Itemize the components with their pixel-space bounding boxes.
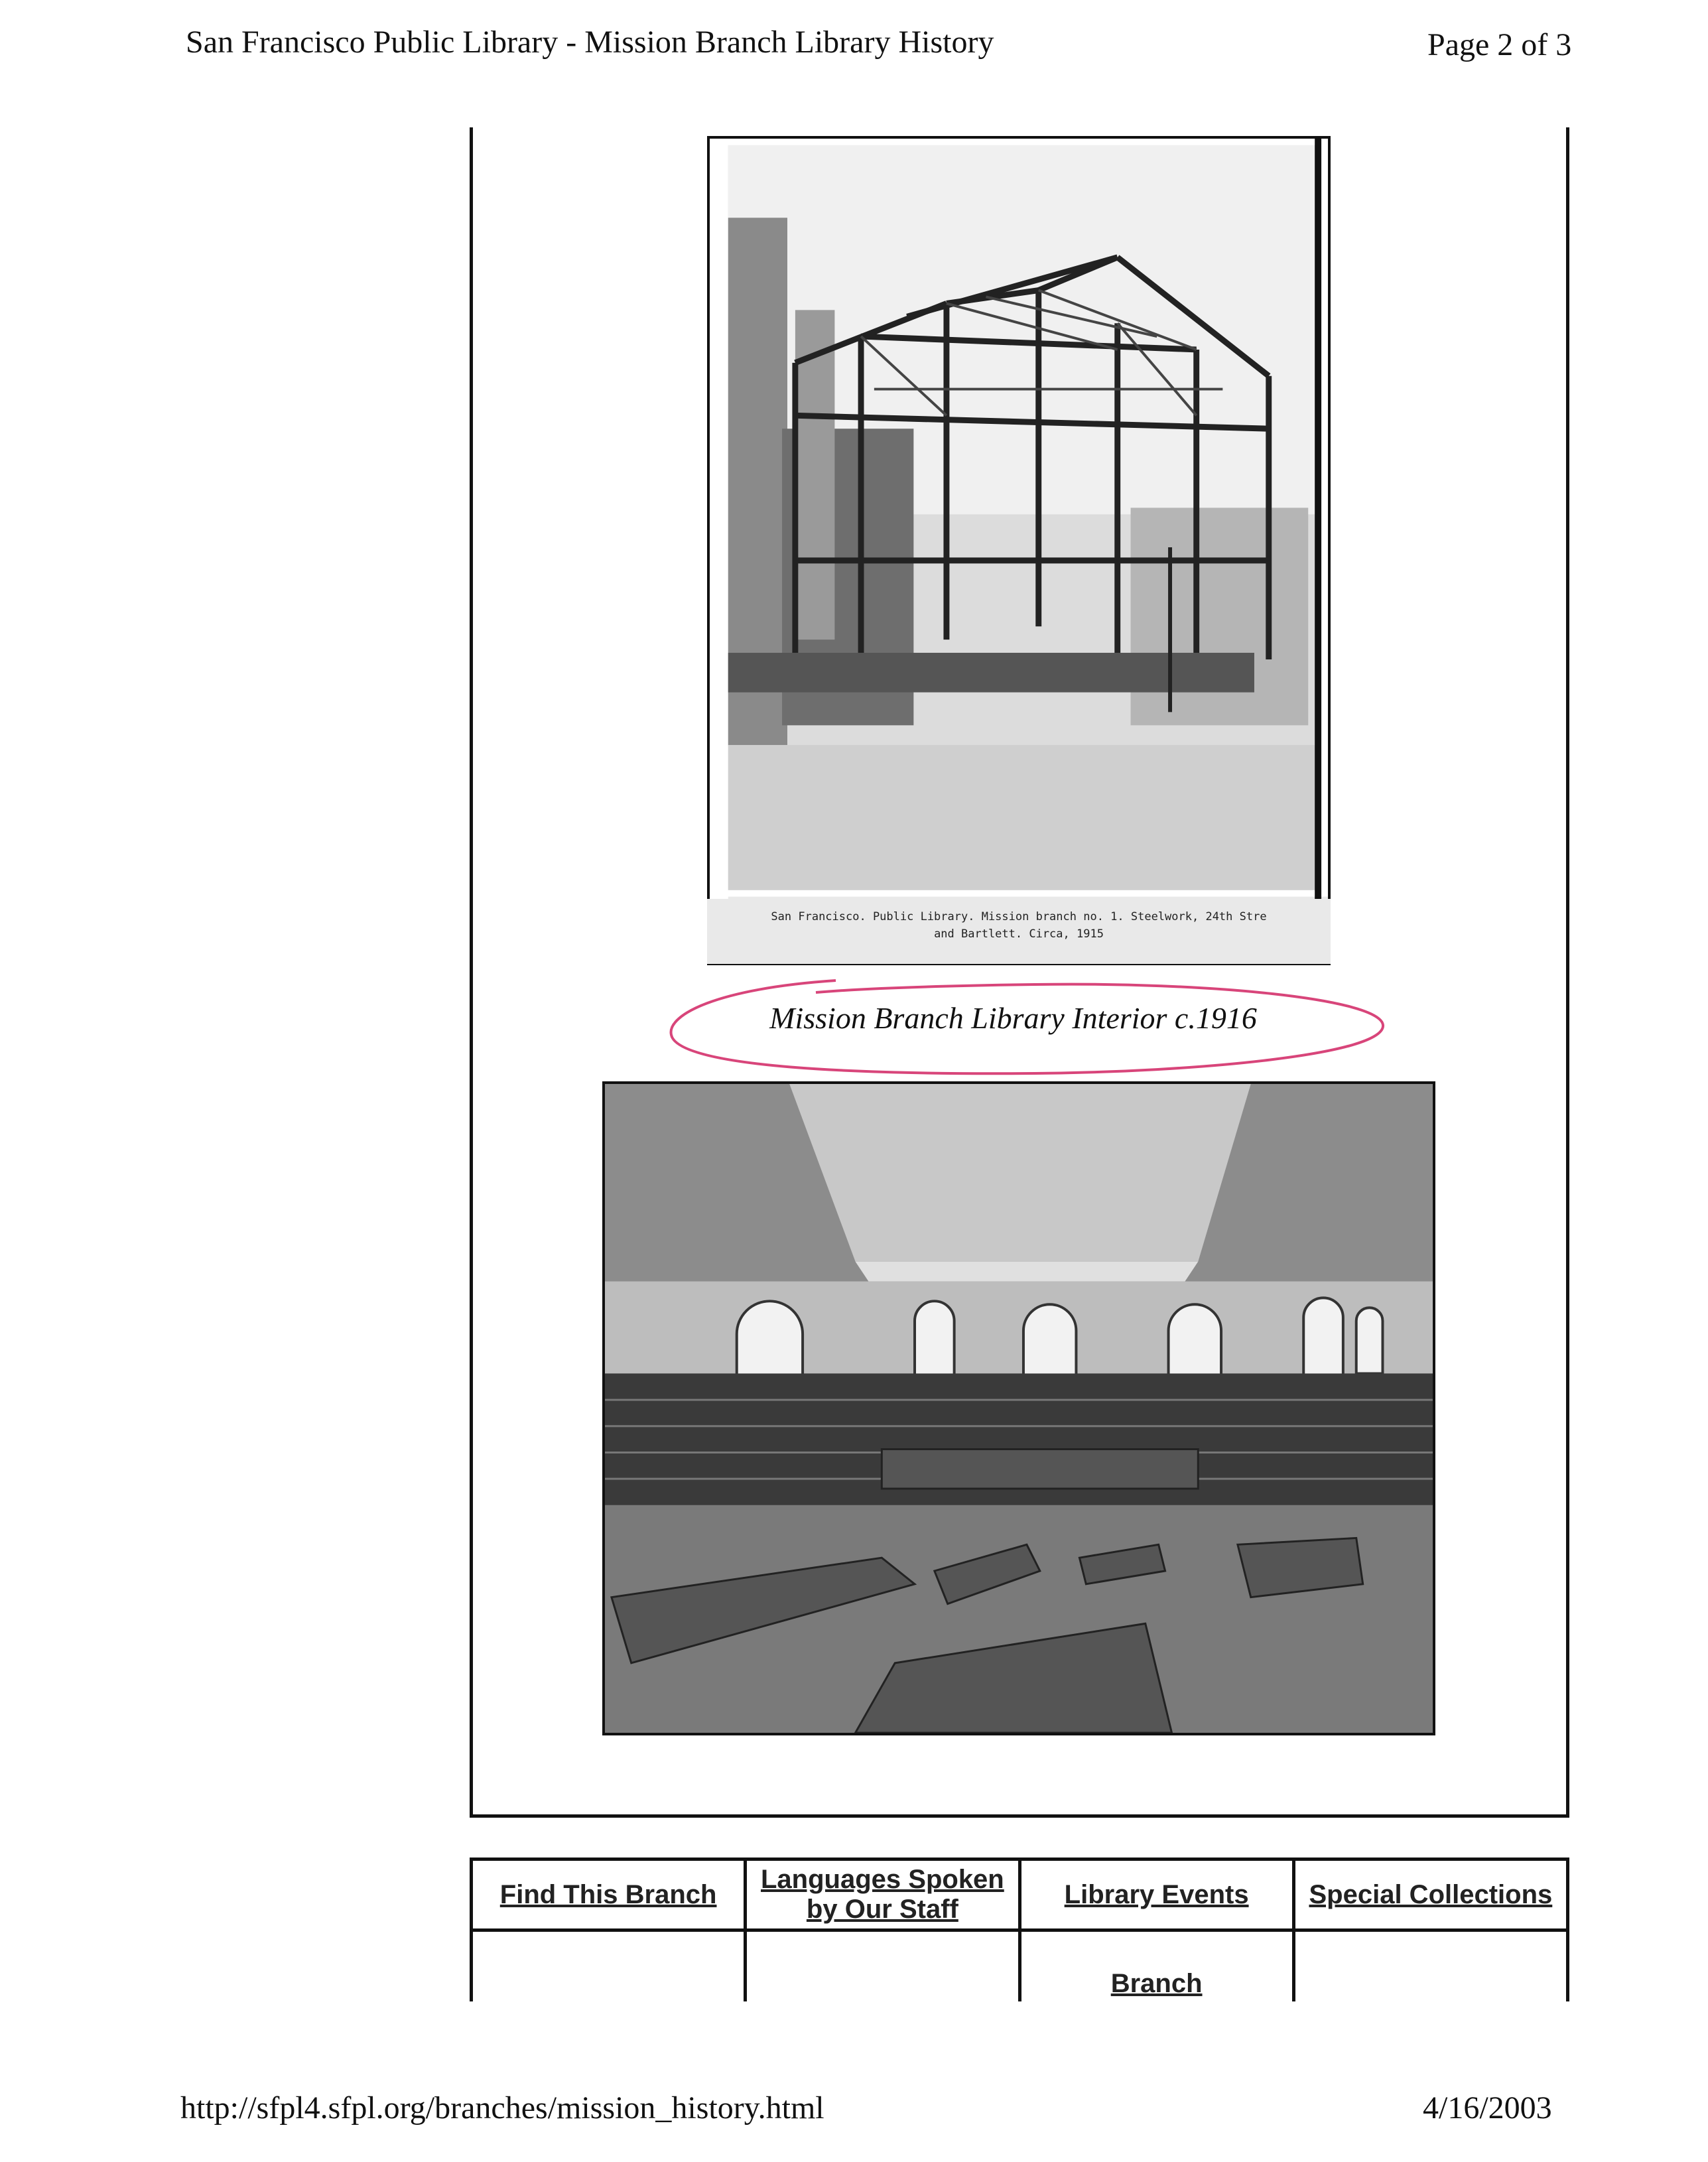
page-number: Page 2 of 3: [1427, 27, 1572, 62]
special-collections-link[interactable]: Special Collections: [1309, 1879, 1553, 1909]
nav-cell-branch: [1019, 1930, 1293, 2002]
languages-spoken-link[interactable]: Languages Spoken by Our Staff: [761, 1865, 1004, 1924]
interior-photo: [602, 1081, 1435, 1735]
branch-link[interactable]: Branch: [1110, 1969, 1203, 1998]
nav-cell-empty-2: [746, 1930, 1019, 2002]
nav-cell-collections: [1293, 1859, 1567, 1930]
nav-cell-empty-3: [1293, 1930, 1567, 2002]
find-this-branch-link[interactable]: Find This Branch: [499, 1879, 717, 1909]
nav-cell-events: [1019, 1859, 1293, 1930]
document-title: San Francisco Public Library - Mission Branch Library History: [186, 25, 994, 60]
steelwork-photo: [707, 136, 1331, 965]
photo-caption-line-2: and Bartlett. Circa, 1915: [934, 927, 1104, 941]
interior-caption: Mission Branch Library Interior c.1916: [769, 1001, 1257, 1035]
footer-date: 4/16/2003: [1423, 2090, 1552, 2126]
footer-url: http://sfpl4.sfpl.org/branches/mission_history.html: [180, 2090, 824, 2126]
nav-cell-languages: [746, 1859, 1019, 1930]
nav-table: [470, 1858, 1569, 2001]
photo-caption-line-1: San Francisco. Public Library. Mission branch no. 1. Steelwork, 24th Stre: [771, 910, 1267, 923]
library-events-link[interactable]: Library Events: [1064, 1879, 1249, 1909]
photo-caption: [707, 899, 1331, 964]
nav-cell-find-branch: [472, 1859, 746, 1930]
nav-cell-empty-1: [472, 1930, 746, 2002]
